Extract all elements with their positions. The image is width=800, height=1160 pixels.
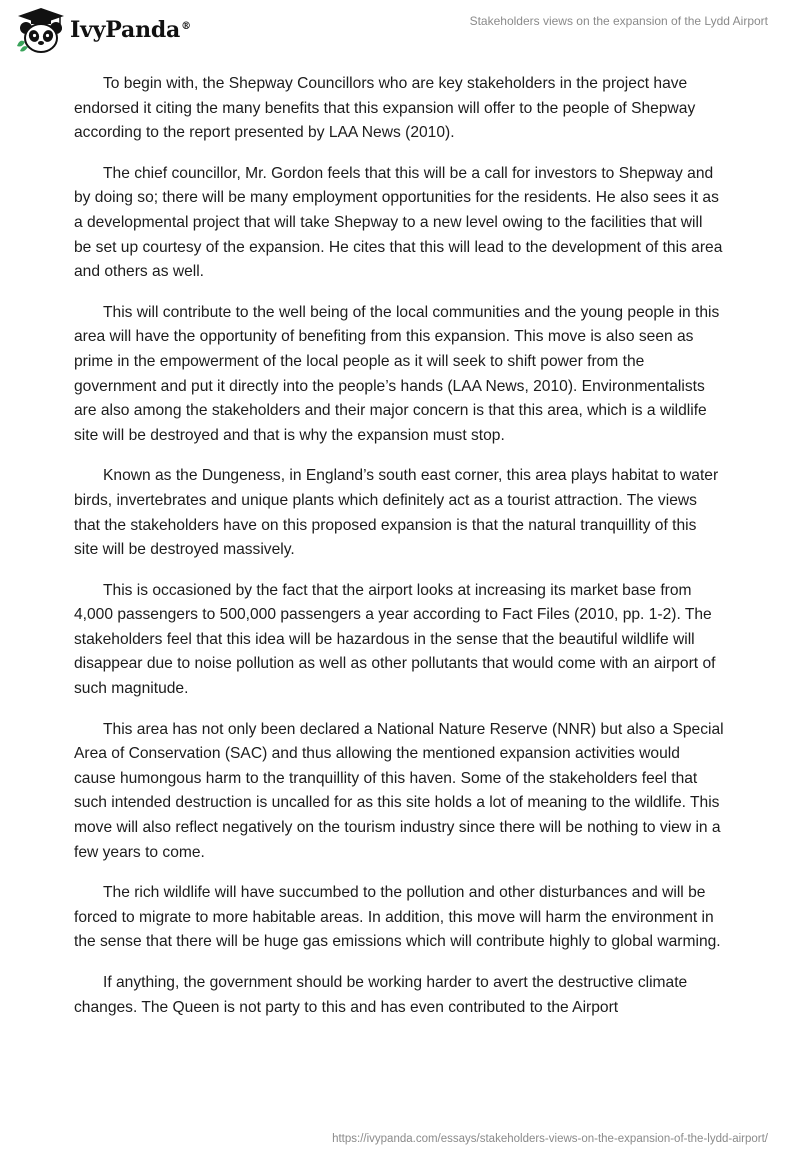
page-header [0, 0, 800, 60]
paragraph: This is occasioned by the fact that the airport looks at increasing its market base from 4,000 passengers to 500,000 passengers a year according to Fact Files (2010, pp. 1-2). The stakeholders feel that this idea will be hazardous in the sense that the beautiful wildlife will disappear due to noise pollution as well as other pollutants that would come with an airport of such magnitude. [74, 581, 716, 698]
brand-logo[interactable] [14, 6, 191, 54]
paragraph: This area has not only been declared a National Nature Reserve (NNR) but also a Special Area of Conservation (SAC) and thus allowing the mentioned expansion activities would cause humongous harm to the tranquillity of this haven. Some of the stakeholders feel that such intended destruction is uncalled for as this site holds a lot of meaning to the wildlife. This move will also reflect negatively on the tourism industry since there will be nothing to view in a few years to come. [74, 720, 724, 861]
paragraph: This will contribute to the well being of the local communities and the young people in this area will have the opportunity of benefiting from this expansion. This move is also seen as prime in the empowerment of the local people as it will seek to shift power from the government and put it directly into the people’s hands (LAA News, 2010). Environmentalists are also among the stakeholders and their major concern is that this area, which is a wildlife site will be destroyed and that is why the expansion must stop. [74, 303, 720, 444]
panda-graduate-icon [14, 6, 68, 54]
document-title: Stakeholders views on the expansion of the Lydd Airport [469, 14, 768, 28]
brand-name: IvyPanda® [70, 17, 191, 43]
paragraph: To begin with, the Shepway Councillors who are key stakeholders in the project have endorsed it citing the many benefits that this expansion will offer to the people of Shepway according to the report presented by LAA News (2010). [74, 75, 696, 142]
registered-mark: ® [181, 20, 191, 32]
paragraph: The chief councillor, Mr. Gordon feels that this will be a call for investors to Shepway and by doing so; there will be many employment opportunities for the residents. He also sees it as a developmental project that will take Shepway to a new level owing to the facilities that will be set up courtesy of the expansion. He cites that this will lead to the development of this area and others as well. [74, 164, 723, 281]
paragraph: The rich wildlife will have succumbed to the pollution and other disturbances and will be forced to migrate to more habitable areas. In addition, this move will harm the environment in the sense that there will be huge gas emissions which will contribute highly to global warming. [74, 884, 721, 951]
paragraph: If anything, the government should be working harder to avert the destructive climate changes. The Queen is not party to this and has even contributed to the Airport [74, 974, 688, 1016]
essay-body [74, 72, 724, 1036]
paragraph: Known as the Dungeness, in England’s south east corner, this area plays habitat to water birds, invertebrates and unique plants which definitely act as a tourist attraction. The views that the stakeholders have on this proposed expansion is that the natural tranquillity of this site will be destroyed massively. [74, 467, 719, 559]
source-url[interactable]: https://ivypanda.com/essays/stakeholders-views-on-the-expansion-of-the-lydd-airport/ [332, 1133, 768, 1145]
